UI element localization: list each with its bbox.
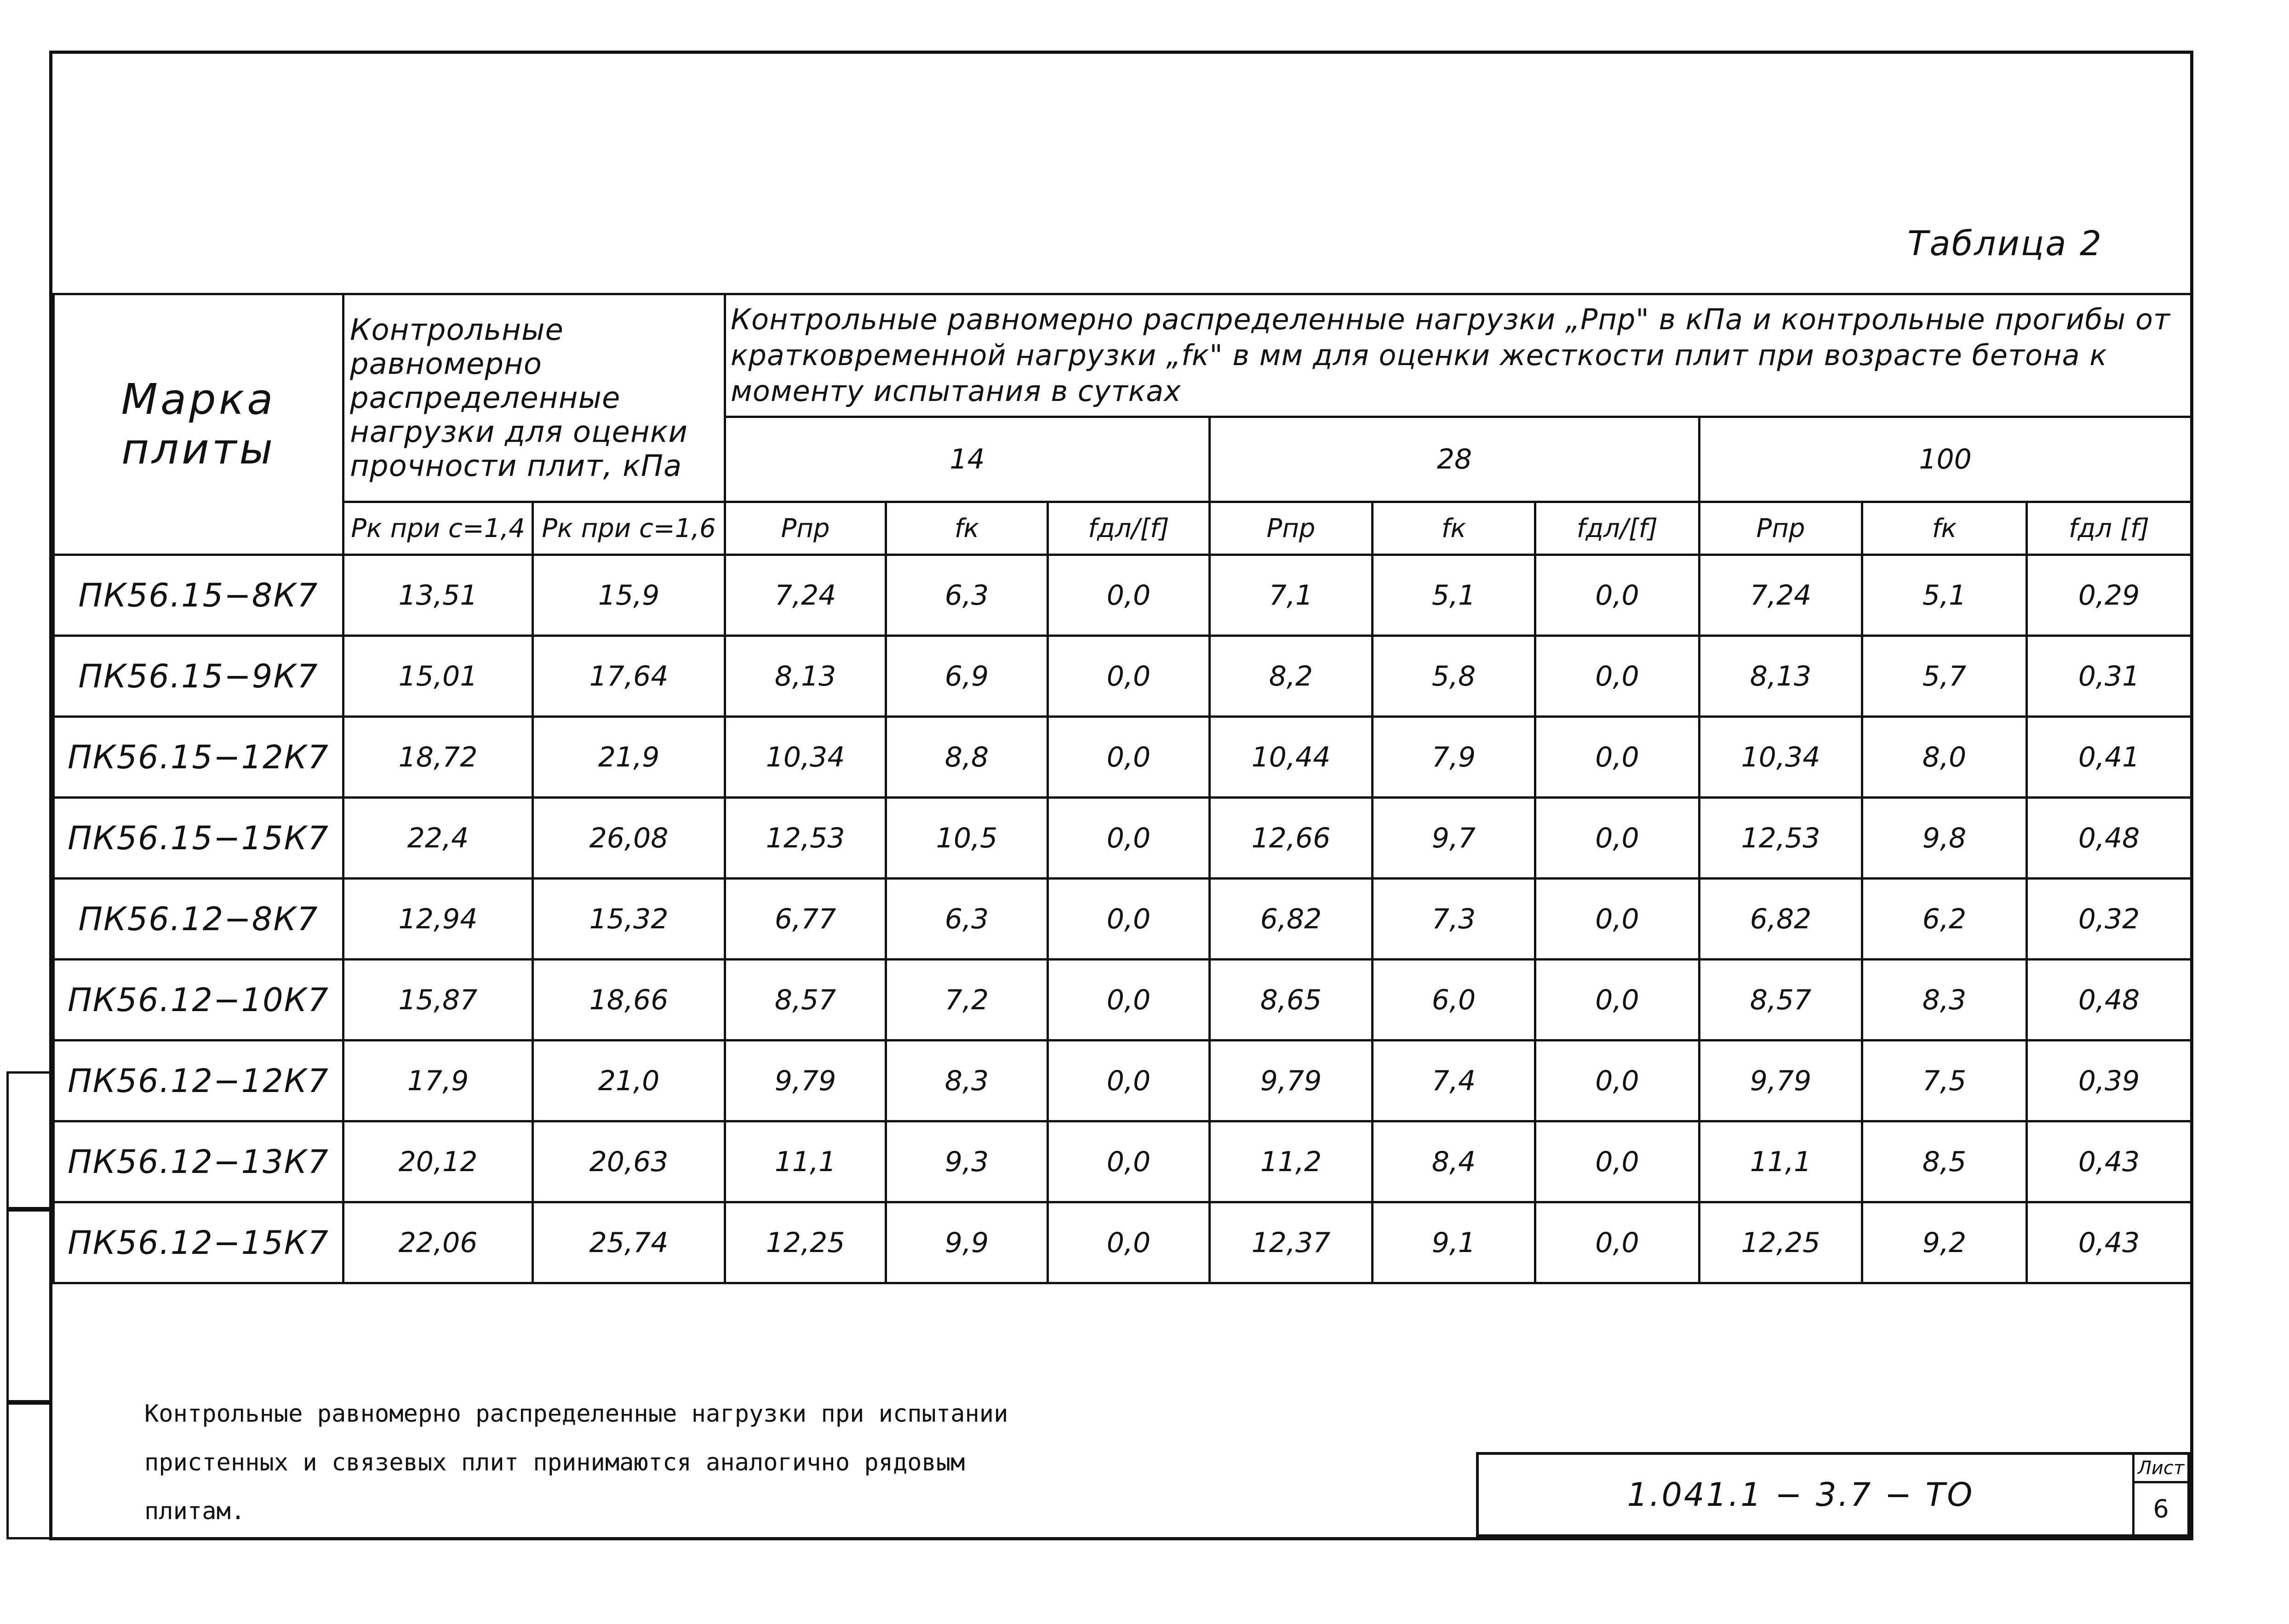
header-fdl-100: fдл [f] <box>2027 502 2192 555</box>
cell-fk-14: 6,9 <box>886 636 1048 717</box>
binding-margin-box-bottom <box>6 1402 51 1539</box>
cell-mark: ПК56.12−10К7 <box>54 960 343 1041</box>
footnote <box>144 1390 1008 1536</box>
cell-fk-14: 8,3 <box>886 1041 1048 1121</box>
cell-fk-100: 7,5 <box>1862 1041 2027 1121</box>
cell-fk-100: 9,2 <box>1862 1202 2027 1283</box>
cell-fdl-28: 0,0 <box>1535 1041 1700 1121</box>
cell-fk-14: 6,3 <box>886 879 1048 960</box>
cell-fk-28: 7,4 <box>1373 1041 1535 1121</box>
cell-fdl-100: 0,48 <box>2027 960 2192 1041</box>
cell-fdl-28: 0,0 <box>1535 636 1700 717</box>
cell-ppr-100: 10,34 <box>1700 717 1862 798</box>
cell-pk-1-4: 15,01 <box>343 636 533 717</box>
cell-fdl-28: 0,0 <box>1535 717 1700 798</box>
footnote-line: плитам. <box>144 1498 246 1525</box>
cell-fdl-28: 0,0 <box>1535 879 1700 960</box>
header-fdl-14: fдл/[f] <box>1048 502 1210 555</box>
cell-fdl-14: 0,0 <box>1048 636 1210 717</box>
binding-margin-box-middle <box>6 1209 51 1402</box>
cell-ppr-28: 6,82 <box>1210 879 1373 960</box>
cell-pk-1-6: 26,08 <box>533 798 725 879</box>
cell-mark: ПК56.12−13К7 <box>54 1121 343 1202</box>
cell-ppr-14: 8,57 <box>725 960 886 1041</box>
cell-ppr-28: 7,1 <box>1210 555 1373 636</box>
cell-fk-14: 10,5 <box>886 798 1048 879</box>
cell-ppr-100: 8,13 <box>1700 636 1862 717</box>
cell-fk-28: 5,8 <box>1373 636 1535 717</box>
cell-fdl-100: 0,43 <box>2027 1121 2192 1202</box>
header-ppr-100: Рпр <box>1700 502 1862 555</box>
cell-fk-28: 8,4 <box>1373 1121 1535 1202</box>
header-pk-1-4: Рк при с=1,4 <box>343 502 533 555</box>
cell-pk-1-6: 17,64 <box>533 636 725 717</box>
cell-fdl-28: 0,0 <box>1535 1121 1700 1202</box>
cell-pk-1-6: 18,66 <box>533 960 725 1041</box>
table-row <box>54 798 2192 879</box>
cell-fdl-14: 0,0 <box>1048 798 1210 879</box>
cell-fdl-100: 0,41 <box>2027 717 2192 798</box>
cell-mark: ПК56.12−15К7 <box>54 1202 343 1283</box>
cell-fdl-14: 0,0 <box>1048 1202 1210 1283</box>
cell-ppr-28: 11,2 <box>1210 1121 1373 1202</box>
cell-fdl-14: 0,0 <box>1048 1121 1210 1202</box>
cell-ppr-28: 8,65 <box>1210 960 1373 1041</box>
cell-fk-28: 9,1 <box>1373 1202 1535 1283</box>
cell-pk-1-6: 15,9 <box>533 555 725 636</box>
header-strength: Контрольные равномерно распределенные нагрузки для оценки прочности плит, кПа <box>343 294 725 502</box>
header-ppr-14: Рпр <box>725 502 886 555</box>
cell-ppr-28: 12,66 <box>1210 798 1373 879</box>
cell-fk-28: 5,1 <box>1373 555 1535 636</box>
cell-fdl-28: 0,0 <box>1535 960 1700 1041</box>
cell-fdl-28: 0,0 <box>1535 1202 1700 1283</box>
cell-fk-28: 6,0 <box>1373 960 1535 1041</box>
header-fk-14: fк <box>886 502 1048 555</box>
header-ppr-28: Рпр <box>1210 502 1373 555</box>
cell-pk-1-4: 13,51 <box>343 555 533 636</box>
cell-fdl-14: 0,0 <box>1048 1041 1210 1121</box>
cell-fk-100: 8,0 <box>1862 717 2027 798</box>
cell-fdl-100: 0,32 <box>2027 879 2192 960</box>
cell-ppr-100: 12,25 <box>1700 1202 1862 1283</box>
drawing-sheet <box>49 51 2193 1540</box>
cell-pk-1-4: 22,06 <box>343 1202 533 1283</box>
table-title: Таблица 2 <box>1907 224 2103 263</box>
cell-mark: ПК56.15−15К7 <box>54 798 343 879</box>
cell-ppr-100: 9,79 <box>1700 1041 1862 1121</box>
header-days-28: 28 <box>1210 417 1700 502</box>
cell-ppr-14: 7,24 <box>725 555 886 636</box>
footnote-line: Контрольные равномерно распределенные нагрузки при испытании <box>144 1400 1008 1428</box>
sheet-label: Лист <box>2134 1455 2187 1483</box>
table-row <box>54 636 2192 717</box>
cell-fdl-14: 0,0 <box>1048 879 1210 960</box>
cell-pk-1-4: 20,12 <box>343 1121 533 1202</box>
cell-pk-1-6: 20,63 <box>533 1121 725 1202</box>
cell-ppr-14: 8,13 <box>725 636 886 717</box>
cell-fdl-100: 0,39 <box>2027 1041 2192 1121</box>
cell-mark: ПК56.12−12К7 <box>54 1041 343 1121</box>
cell-pk-1-4: 15,87 <box>343 960 533 1041</box>
cell-ppr-14: 11,1 <box>725 1121 886 1202</box>
cell-fdl-14: 0,0 <box>1048 717 1210 798</box>
table-row <box>54 717 2192 798</box>
cell-fdl-100: 0,31 <box>2027 636 2192 717</box>
cell-fk-28: 9,7 <box>1373 798 1535 879</box>
table-row <box>54 1121 2192 1202</box>
cell-fk-100: 9,8 <box>1862 798 2027 879</box>
cell-ppr-28: 8,2 <box>1210 636 1373 717</box>
footnote-line: пристенных и связевых плит принимаются аналогично рядовым <box>144 1449 965 1476</box>
cell-ppr-100: 12,53 <box>1700 798 1862 879</box>
cell-fk-100: 8,5 <box>1862 1121 2027 1202</box>
document-code: 1.041.1 − 3.7 − ТО <box>1627 1475 1974 1514</box>
table-row <box>54 555 2192 636</box>
cell-fdl-28: 0,0 <box>1535 798 1700 879</box>
cell-ppr-100: 6,82 <box>1700 879 1862 960</box>
cell-ppr-100: 7,24 <box>1700 555 1862 636</box>
cell-ppr-14: 12,25 <box>725 1202 886 1283</box>
cell-ppr-14: 6,77 <box>725 879 886 960</box>
cell-fk-14: 9,9 <box>886 1202 1048 1283</box>
table-row <box>54 1041 2192 1121</box>
cell-fk-100: 6,2 <box>1862 879 2027 960</box>
cell-fdl-100: 0,29 <box>2027 555 2192 636</box>
cell-fk-100: 8,3 <box>1862 960 2027 1041</box>
cell-pk-1-4: 18,72 <box>343 717 533 798</box>
cell-fdl-28: 0,0 <box>1535 555 1700 636</box>
cell-fk-14: 6,3 <box>886 555 1048 636</box>
cell-ppr-100: 11,1 <box>1700 1121 1862 1202</box>
cell-mark: ПК56.15−9К7 <box>54 636 343 717</box>
table-row <box>54 960 2192 1041</box>
cell-ppr-14: 9,79 <box>725 1041 886 1121</box>
header-stiffness: Контрольные равномерно распределенные нагрузки „Рпр" в кПа и контрольные прогибы от кратковременной нагрузки „fк" в мм для оценки жесткости плит при возрасте бетона к моменту испытания в сутках <box>725 294 2192 417</box>
cell-fk-100: 5,7 <box>1862 636 2027 717</box>
cell-pk-1-4: 12,94 <box>343 879 533 960</box>
cell-ppr-100: 8,57 <box>1700 960 1862 1041</box>
cell-ppr-14: 12,53 <box>725 798 886 879</box>
loads-table <box>52 293 2192 1284</box>
sheet-cell <box>2132 1455 2187 1534</box>
header-pk-1-6: Рк при с=1,6 <box>533 502 725 555</box>
cell-fk-28: 7,3 <box>1373 879 1535 960</box>
cell-ppr-28: 12,37 <box>1210 1202 1373 1283</box>
cell-mark: ПК56.15−8К7 <box>54 555 343 636</box>
cell-fdl-100: 0,48 <box>2027 798 2192 879</box>
cell-ppr-28: 10,44 <box>1210 717 1373 798</box>
cell-mark: ПК56.12−8К7 <box>54 879 343 960</box>
sheet-number: 6 <box>2153 1494 2169 1523</box>
table-body <box>54 555 2192 1283</box>
header-days-100: 100 <box>1700 417 2192 502</box>
cell-fk-100: 5,1 <box>1862 555 2027 636</box>
binding-margin-box-top <box>6 1071 51 1209</box>
header-days-14: 14 <box>725 417 1210 502</box>
cell-fdl-100: 0,43 <box>2027 1202 2192 1283</box>
cell-pk-1-6: 21,0 <box>533 1041 725 1121</box>
cell-pk-1-6: 21,9 <box>533 717 725 798</box>
header-fk-100: fк <box>1862 502 2027 555</box>
cell-fk-14: 9,3 <box>886 1121 1048 1202</box>
cell-pk-1-6: 25,74 <box>533 1202 725 1283</box>
cell-fdl-14: 0,0 <box>1048 555 1210 636</box>
header-fdl-28: fдл/[f] <box>1535 502 1700 555</box>
cell-ppr-14: 10,34 <box>725 717 886 798</box>
cell-fdl-14: 0,0 <box>1048 960 1210 1041</box>
header-fk-28: fк <box>1373 502 1535 555</box>
cell-ppr-28: 9,79 <box>1210 1041 1373 1121</box>
cell-pk-1-4: 22,4 <box>343 798 533 879</box>
table-row <box>54 1202 2192 1283</box>
header-mark: Марка плиты <box>54 294 343 555</box>
cell-fk-14: 7,2 <box>886 960 1048 1041</box>
cell-fk-14: 8,8 <box>886 717 1048 798</box>
table-row <box>54 879 2192 960</box>
cell-fk-28: 7,9 <box>1373 717 1535 798</box>
cell-pk-1-4: 17,9 <box>343 1041 533 1121</box>
cell-pk-1-6: 15,32 <box>533 879 725 960</box>
title-block <box>1476 1452 2190 1537</box>
cell-mark: ПК56.15−12К7 <box>54 717 343 798</box>
